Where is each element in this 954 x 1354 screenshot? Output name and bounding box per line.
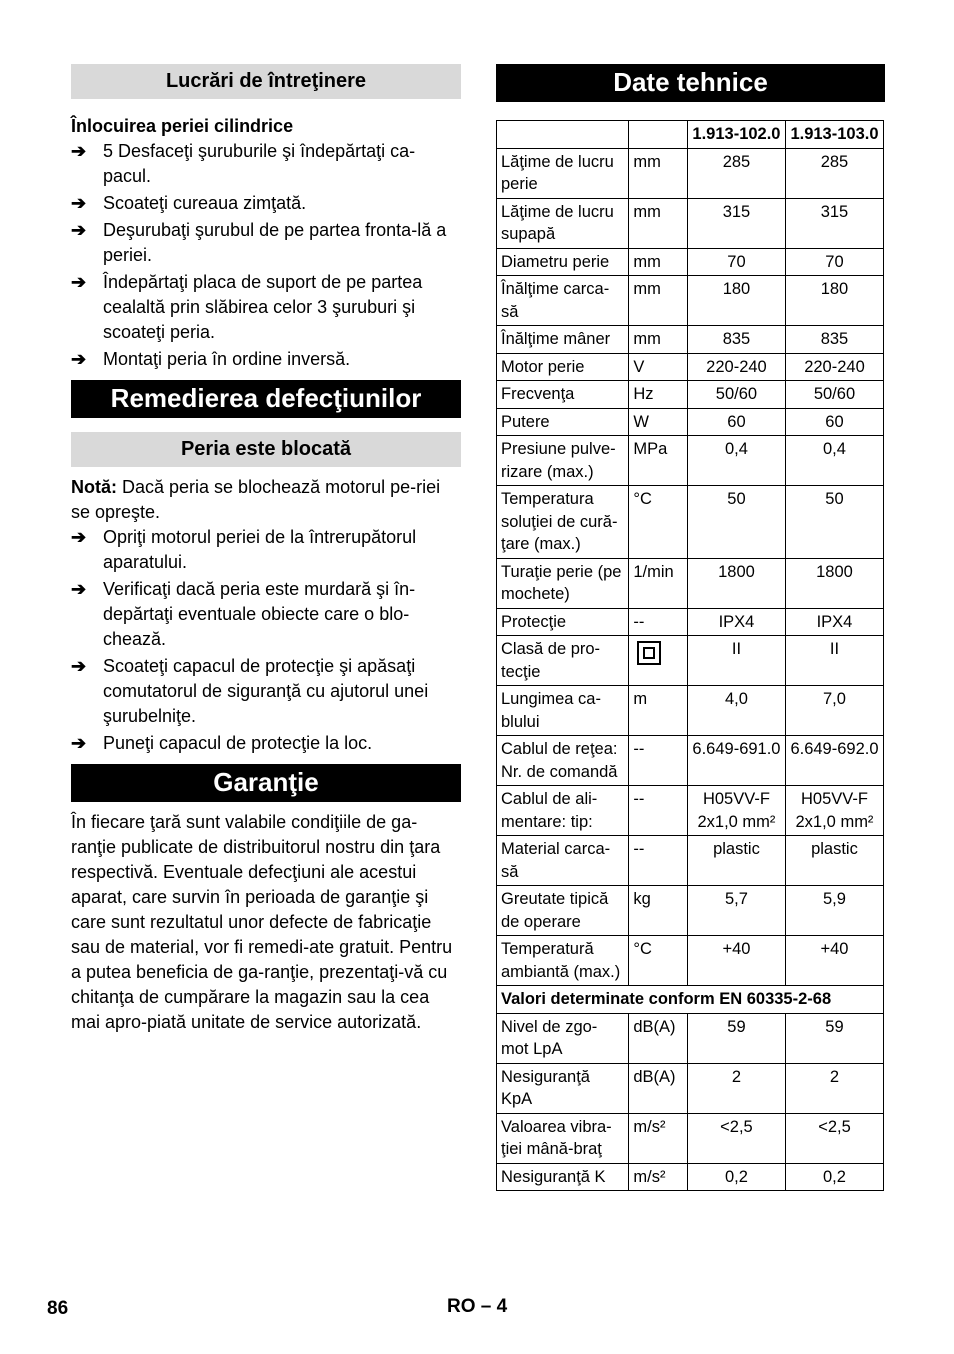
table-cell: 180 [687, 276, 785, 326]
table-header-row [497, 121, 884, 149]
table-cell: Nesiguranţă KpA [497, 1063, 629, 1113]
table-cell: dB(A) [629, 1013, 688, 1063]
table-cell: 1800 [687, 558, 785, 608]
table-cell: 50 [687, 486, 785, 559]
table-cell: 180 [785, 276, 883, 326]
table-cell: 835 [687, 326, 785, 354]
page-number: 86 [47, 1298, 69, 1319]
table-row [497, 408, 884, 436]
arrow-icon: ➔ [71, 272, 87, 292]
page-code: RO – 4 [447, 1296, 508, 1317]
list-item: ➔ Verificaţi dacă peria este murdară şi în-depărtaţi eventuale obiecte care o blo-chează. [71, 579, 416, 649]
table-cell: II [687, 636, 785, 686]
table-cell: 2 [687, 1063, 785, 1113]
maintenance-steps [71, 139, 461, 372]
table-cell: Putere [497, 408, 629, 436]
table-cell: 4,0 [687, 686, 785, 736]
table-cell: 50 [785, 486, 883, 559]
table-cell: Presiune pulve-rizare (max.) [497, 436, 629, 486]
arrow-icon: ➔ [71, 579, 87, 599]
table-cell: +40 [785, 936, 883, 986]
table-cell [629, 636, 688, 686]
table-cell: H05VV-F 2x1,0 mm² [785, 786, 883, 836]
table-cell: 835 [785, 326, 883, 354]
table-cell: 1800 [785, 558, 883, 608]
table-cell: Lăţime de lucru supapă [497, 198, 629, 248]
list-item: ➔ Deşurubaţi şurubul de pe partea fronta-lă a periei. [71, 220, 447, 265]
arrow-icon: ➔ [71, 656, 87, 676]
table-cell: 59 [687, 1013, 785, 1063]
table-cell: 6.649-692.0 [785, 736, 883, 786]
table-row [497, 558, 884, 608]
list-item: ➔ Montaţi peria în ordine inversă. [71, 347, 461, 372]
table-cell: 0,4 [785, 436, 883, 486]
table-cell: 1.913-103.0 [785, 121, 883, 149]
table-cell: Nivel de zgo-mot LpA [497, 1013, 629, 1063]
arrow-icon: ➔ [71, 527, 87, 547]
table-cell: Turaţie perie (pe mochete) [497, 558, 629, 608]
table-cell: mm [629, 148, 688, 198]
table-cell: kg [629, 886, 688, 936]
table-cell: Protecţie [497, 608, 629, 636]
technical-data-heading: Date tehnice [496, 64, 885, 102]
table-cell: Frecvenţa [497, 381, 629, 409]
table-cell: Cablul de reţea: Nr. de comandă [497, 736, 629, 786]
troubleshooting-heading: Remedierea defecţiunilor [71, 380, 461, 418]
table-cell: mm [629, 326, 688, 354]
table-cell: <2,5 [687, 1113, 785, 1163]
brush-replacement-title: Înlocuirea periei cilindrice [71, 116, 294, 136]
table-cell: II [785, 636, 883, 686]
table-cell: IPX4 [687, 608, 785, 636]
table-cell: 50/60 [785, 381, 883, 409]
table-row [497, 608, 884, 636]
arrow-icon: ➔ [71, 220, 87, 240]
list-item: ➔ Puneţi capacul de protecţie la loc. [71, 731, 461, 756]
table-cell: <2,5 [785, 1113, 883, 1163]
table-cell: °C [629, 936, 688, 986]
table-cell: H05VV-F 2x1,0 mm² [687, 786, 785, 836]
table-cell: -- [629, 608, 688, 636]
table-cell: 50/60 [687, 381, 785, 409]
table-cell: 1/min [629, 558, 688, 608]
table-row [497, 1163, 884, 1191]
table-row [497, 1013, 884, 1063]
table-cell: m [629, 686, 688, 736]
table-row [497, 248, 884, 276]
table-cell: 0,2 [785, 1163, 883, 1191]
table-cell: 0,2 [687, 1163, 785, 1191]
table-cell: 315 [687, 198, 785, 248]
list-item: ➔ Scoateţi cureaua zimţată. [71, 191, 461, 216]
list-item: ➔ Îndepărtaţi placa de suport de pe partea cealaltă prin slăbirea celor 3 şuruburi şi scoateţi peria. [71, 272, 423, 342]
troubleshooting-steps [71, 525, 461, 756]
table-cell: 1.913-102.0 [687, 121, 785, 149]
left-column [71, 64, 461, 1035]
table-row [497, 381, 884, 409]
table-cell: Greutate tipică de operare [497, 886, 629, 936]
table-row [497, 836, 884, 886]
table-row [497, 353, 884, 381]
table-cell: 70 [785, 248, 883, 276]
technical-data-table [496, 120, 884, 1191]
table-cell: Cablul de ali-mentare: tip: [497, 786, 629, 836]
table-cell: Înălţime mâner [497, 326, 629, 354]
arrow-icon: ➔ [71, 733, 87, 753]
table-row [497, 486, 884, 559]
table-cell: 70 [687, 248, 785, 276]
table-cell: V [629, 353, 688, 381]
table-cell: mm [629, 276, 688, 326]
table-cell: 220-240 [785, 353, 883, 381]
list-item: ➔ Opriţi motorul periei de la întrerupătorul aparatului. [71, 527, 417, 572]
table-row [497, 1113, 884, 1163]
table-cell: -- [629, 836, 688, 886]
table-row [497, 886, 884, 936]
table-row [497, 276, 884, 326]
arrow-icon: ➔ [71, 349, 87, 369]
table-cell: Temperatură ambiantă (max.) [497, 936, 629, 986]
protection-class-ii-icon [637, 641, 661, 665]
table-row [497, 1063, 884, 1113]
warranty-heading: Garanţie [71, 764, 461, 802]
table-cell: Înălţime carca-să [497, 276, 629, 326]
table-cell: -- [629, 786, 688, 836]
table-cell: +40 [687, 936, 785, 986]
list-item: ➔ Scoateţi capacul de protecţie şi apăsaţi comutatorul de siguranţă cu ajutorul unei şurubelniţe. [71, 656, 429, 726]
table-cell: Clasă de pro-tecţie [497, 636, 629, 686]
table-cell: IPX4 [785, 608, 883, 636]
table-cell: 60 [785, 408, 883, 436]
table-cell: plastic [687, 836, 785, 886]
table-row [497, 936, 884, 986]
arrow-icon: ➔ [71, 141, 87, 161]
table-cell: Hz [629, 381, 688, 409]
table-cell: 2 [785, 1063, 883, 1113]
warranty-text: În fiecare ţară sunt valabile condiţiile de ga-ranţie publicate de distribuitorul nostru din ţara respectivă. Eventuale defecţiuni ale acestui aparat, care survin în perioada de garanţie şi care sunt rezultatul unor defecte de fabricaţie sau de material, vor fi remedi-ate gratuit. Pentru a putea beneficia de ga-ranţie, prezentaţi-vă cu chitanţa de cumpărare la magazin sau la cea mai apro-piată unitate de service autorizată. [71, 812, 453, 1032]
table-cell: 0,4 [687, 436, 785, 486]
table-cell: 59 [785, 1013, 883, 1063]
table-cell: 285 [785, 148, 883, 198]
table-row [497, 786, 884, 836]
table-row [497, 686, 884, 736]
table-row [497, 148, 884, 198]
table-cell: 315 [785, 198, 883, 248]
right-column [496, 64, 885, 1191]
table-cell: W [629, 408, 688, 436]
table-cell [497, 121, 629, 149]
table-row [497, 636, 884, 686]
table-section-label: Valori determinate conform EN 60335-2-68 [497, 986, 884, 1014]
table-cell: Valoarea vibra-ţiei mână-braţ [497, 1113, 629, 1163]
table-cell: 220-240 [687, 353, 785, 381]
table-row [497, 736, 884, 786]
table-cell: Lungimea ca-blului [497, 686, 629, 736]
table-cell: 6.649-691.0 [687, 736, 785, 786]
table-cell: MPa [629, 436, 688, 486]
table-cell: 5,9 [785, 886, 883, 936]
table-section-row [497, 986, 884, 1014]
table-cell: dB(A) [629, 1063, 688, 1113]
table-row [497, 198, 884, 248]
table-cell: °C [629, 486, 688, 559]
brush-blocked-heading: Peria este blocată [71, 432, 461, 467]
list-item: ➔ 5 Desfaceţi şuruburile şi îndepărtaţi ca-pacul. [71, 141, 416, 186]
table-row [497, 326, 884, 354]
note-label: Notă: [71, 477, 117, 497]
table-cell: -- [629, 736, 688, 786]
table-cell: m/s² [629, 1163, 688, 1191]
table-cell: mm [629, 248, 688, 276]
table-cell: 60 [687, 408, 785, 436]
table-cell: mm [629, 198, 688, 248]
table-cell: 7,0 [785, 686, 883, 736]
table-cell: 285 [687, 148, 785, 198]
table-cell: m/s² [629, 1113, 688, 1163]
maintenance-heading: Lucrări de întreţinere [71, 64, 461, 99]
table-cell: Nesiguranţă K [497, 1163, 629, 1191]
table-cell [629, 121, 688, 149]
table-cell: Lăţime de lucru perie [497, 148, 629, 198]
table-cell: Material carca-să [497, 836, 629, 886]
arrow-icon: ➔ [71, 193, 87, 213]
table-cell: 5,7 [687, 886, 785, 936]
table-cell: Temperatura soluţiei de cură-ţare (max.) [497, 486, 629, 559]
note-text: Dacă peria se blochează motorul pe-riei se opreşte. [71, 477, 441, 522]
note-paragraph [71, 475, 461, 525]
table-cell: plastic [785, 836, 883, 886]
table-cell: Diametru perie [497, 248, 629, 276]
table-row [497, 436, 884, 486]
table-cell: Motor perie [497, 353, 629, 381]
